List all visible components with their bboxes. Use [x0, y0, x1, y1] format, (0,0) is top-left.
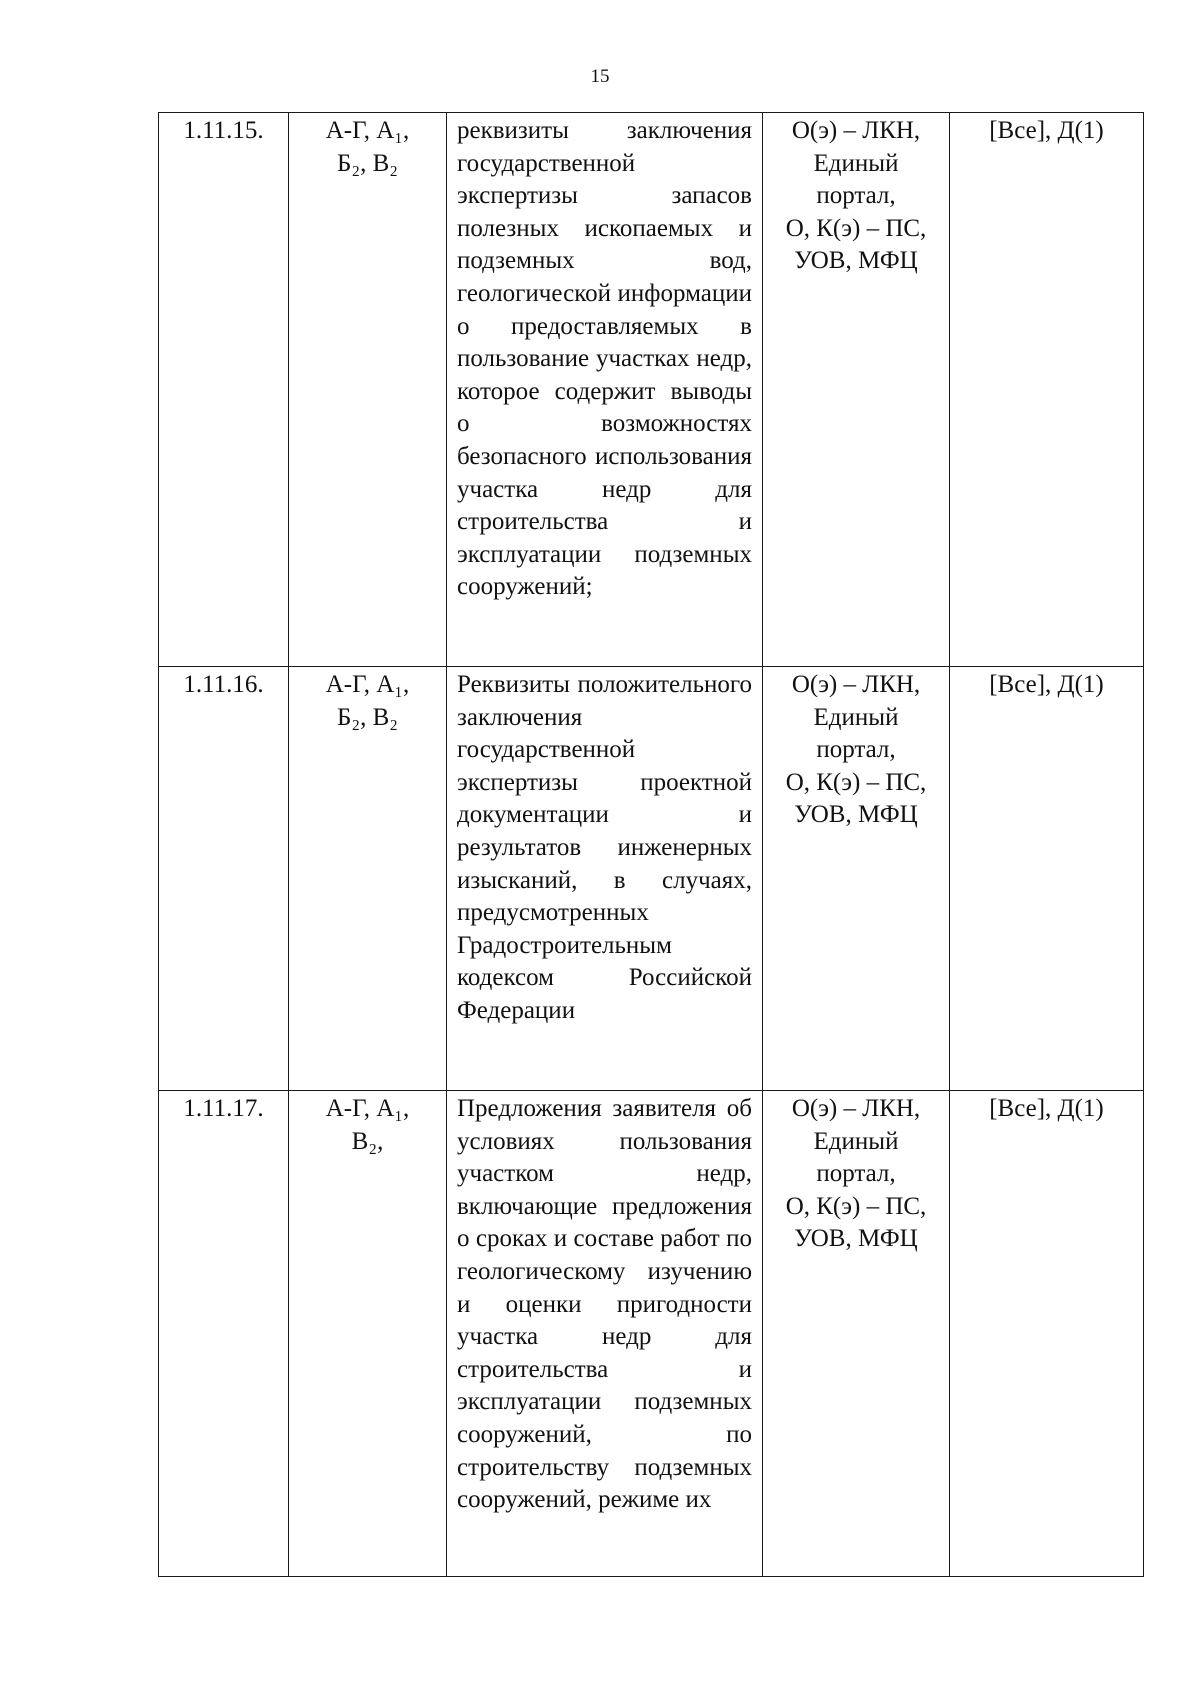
applicant-category-cell — [289, 113, 447, 667]
submission-method-cell — [763, 1091, 950, 1577]
scope-cell — [950, 667, 1144, 1091]
table-row — [159, 1091, 1144, 1577]
scope-cell — [950, 1091, 1144, 1577]
submission-method-cell — [763, 667, 950, 1091]
scope-text: [Все], Д(1) — [989, 117, 1104, 144]
submission-method-line: портал, — [816, 182, 896, 210]
submission-method-line: Единый — [813, 703, 899, 731]
submission-method-line: О(э) – ЛКН, — [791, 1095, 921, 1122]
submission-method-line: О, К(э) – ПС, — [785, 1192, 927, 1220]
item-number: 1.11.16. — [183, 671, 264, 698]
item-number-cell — [159, 667, 289, 1091]
applicant-category-line: А-Г, А₁, — [325, 1095, 410, 1122]
requirement-cell — [447, 113, 763, 667]
submission-method-line: О(э) – ЛКН, — [791, 117, 921, 144]
submission-method-line: Единый — [813, 149, 899, 177]
requirements-table — [158, 112, 1144, 1577]
applicant-category-line: А-Г, А₁, — [325, 117, 410, 144]
item-number-cell — [159, 1091, 289, 1577]
applicant-category-line: Б₂, В₂ — [337, 703, 398, 731]
item-number-cell — [159, 113, 289, 667]
item-number: 1.11.17. — [183, 1095, 264, 1122]
applicant-category-line: А-Г, А₁, — [325, 671, 410, 698]
scope-text: [Все], Д(1) — [989, 1095, 1104, 1122]
requirement-text: Реквизиты положительного заключения государственной экспертизы проектной документации и результатов инженерных изысканий, в случаях, предусмотренных Градостроительным кодексом Российской Федерации — [457, 671, 752, 1024]
page-number: 15 — [590, 66, 610, 87]
submission-method-line: УОВ, МФЦ — [794, 247, 918, 275]
table-row — [159, 667, 1144, 1091]
submission-method-line: УОВ, МФЦ — [794, 801, 918, 829]
submission-method-cell — [763, 113, 950, 667]
submission-method-line: Единый — [813, 1127, 899, 1155]
applicant-category-line: Б₂, В₂ — [337, 149, 398, 177]
item-number: 1.11.15. — [183, 117, 264, 144]
applicant-category-line: В₂, — [351, 1127, 384, 1155]
requirement-cell — [447, 1091, 763, 1577]
submission-method-line: О(э) – ЛКН, — [791, 671, 921, 698]
requirement-text: реквизиты заключения государственной экспертизы запасов полезных ископаемых и подземных вод, геологической информации о предоставляемых в пользование участках недр, которое содержит выводы о возможностях безопасного использования участка недр для строительства и эксплуатации подземных сооружений; — [457, 117, 752, 601]
applicant-category-cell — [289, 1091, 447, 1577]
submission-method-line: портал, — [816, 736, 896, 764]
submission-method-line: О, К(э) – ПС, — [785, 214, 927, 242]
requirement-cell — [447, 667, 763, 1091]
scope-text: [Все], Д(1) — [989, 671, 1104, 698]
submission-method-line: О, К(э) – ПС, — [785, 768, 927, 796]
scope-cell — [950, 113, 1144, 667]
submission-method-line: портал, — [816, 1160, 896, 1188]
requirement-text: Предложения заявителя об условиях пользования участком недр, включающие предложения о сроках и составе работ по геологическому изучению и оценки пригодности участка недр для строительства и эксплуатации подземных сооружений, по строительству подземных сооружений, режиме их — [457, 1095, 752, 1514]
applicant-category-cell — [289, 667, 447, 1091]
table-row — [159, 113, 1144, 667]
submission-method-line: УОВ, МФЦ — [794, 1225, 918, 1253]
